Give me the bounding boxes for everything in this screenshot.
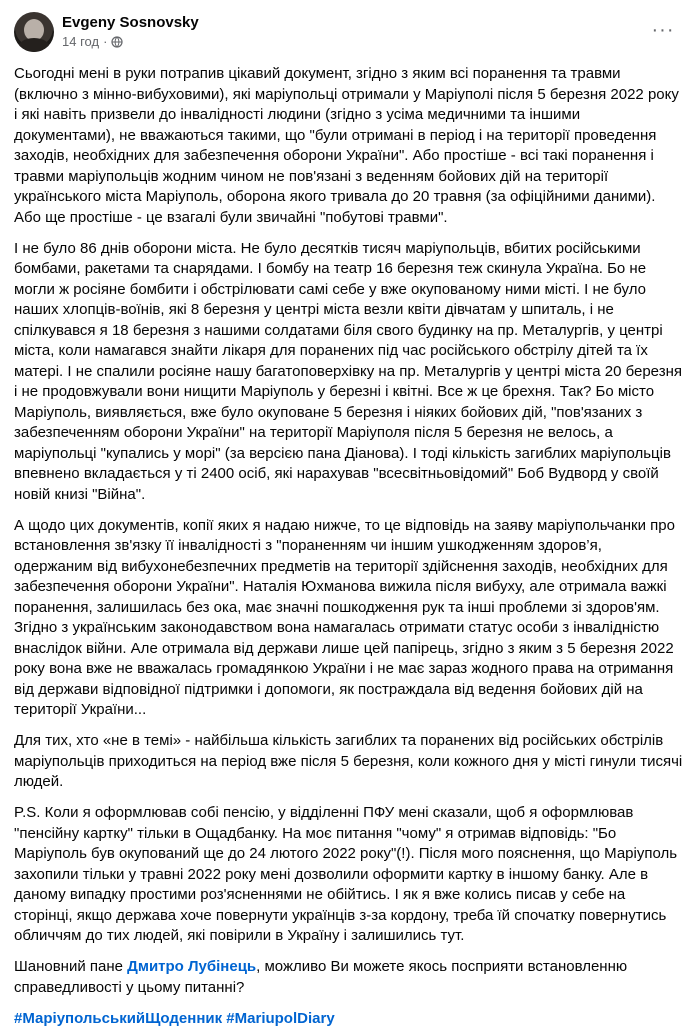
hashtag-link[interactable]: #MariupolDiary (226, 1010, 334, 1027)
hashtag-link[interactable]: #МаріупольськийЩоденник (14, 1010, 222, 1027)
avatar-body (18, 38, 50, 52)
post-paragraph-2: І не було 86 днів оборони міста. Не було десятків тисяч маріупольців, вбитих російськими бомбами, ракетами та снарядами. І бомбу на театр 16 березня теж скинула Україна. Бо не могли ж росіяне бомбити і обстрілювати самі себе у вже окупованому ними місті. І не було наших хлопців-воїнів, які 8 березня у центрі міста везли квіти дівчатам у шпиталь, і не спілкувався я 18 березня з нашими солдатами біля свого будинку на пр. Металургів, у центрі міста, коли намагався знайти лікаря для поранених під час російського обстрілу дітей та їх матері. І не спалили росіяне нашу багатоповерхівку на пр. Металургів у центрі міста 20 березня і не продовжували вони нищити Маріуполь у березні і квітні. Все ж це брехня. Так? Бо місто Маріуполь, виявляється, вже було окуповане 5 березня і ніяких бойових дій, "пов'язаних з забезпеченням оборони України" на території Маріуполя після 5 березня не велось, а маріупольці "купались у морі" (за версією пана Діанова). І тоді кількість загиблих маріупольців впевнено вкладається у ті 2400 осіб, які нарахував "всесвітньовідомий" Боб Вудворд у своїй новій книзі "Війна". (14, 239, 684, 506)
post-paragraph-4: Для тих, хто «не в темі» - найбільша кількість загиблих та поранених від російських обстрілів маріупольців приходиться на період вже після 5 березня, коли кожного дня у місті гинули тисячі людей. (14, 731, 684, 793)
post-paragraph-5: P.S. Коли я оформлював собі пенсію, у відділенні ПФУ мені сказали, щоб я оформлював "пенсійну картку" тільки в Ощадбанку. На моє питання "чому" я отримав відповідь: "Бо Маріуполь був окупований ще до 24 лютого 2022 року"(!). Після мого пояснення, що Маріуполь захопили тільки у травні 2022 року мені дозволили оформити картку в іншому банку. Але в даному випадку простими роз'ясненнями не обійтись. І як я вже колись писав у себе на сторінці, якщо держава хоче повернути українців з-за кордону, треба їй спочатку повернутись обличчям до тих людей, які повірили в Україну і залишились тут. (14, 803, 684, 947)
closing-prefix: Шановний пане (14, 958, 127, 975)
meta-separator: · (103, 33, 107, 51)
closing-suffix: , можливо Ви можете якось посприяти встановленню справедливості у цьому питанні? (14, 958, 627, 996)
post-content (14, 64, 684, 1029)
more-horizontal-icon[interactable]: ··· (648, 20, 678, 40)
post-paragraph-3: А щодо цих документів, копії яких я надаю нижче, то це відповідь на заяву маріупольчанки про встановлення зв'язку її інвалідності з "пораненням чи іншим ушкодженням здоров’я, одержаним від вибухонебезпечних предметів на території здійснення заходів, необхідних для забезпечення оборони України". Наталія Юхманова вижила після вибуху, але отримала важкі поранення, залишилась без ока, має значні пошкодження рук та інші проблеми зі здоров'ям. Згідно з українським законодавством вона намагалась отримати статус особи з інвалідністю внаслідок війни. Але отримала від держави лише цей папірець, згідно з яким з 5 березня 2022 року вона вже не вважалась громадянкою України і не має зараз жодного права на отримання від держави відповідної підтримки і допомоги, як постраждала від ведення бойових дій на території України... (14, 516, 684, 721)
post-closing-paragraph (14, 957, 684, 998)
author-name[interactable]: Evgeny Sosnovsky (62, 13, 199, 32)
globe-icon[interactable] (111, 36, 123, 48)
author-block (62, 13, 199, 51)
post-meta (62, 33, 199, 51)
post-header (14, 0, 684, 64)
author-avatar[interactable] (14, 12, 54, 52)
hashtags-line (14, 1009, 684, 1029)
mention-link[interactable]: Дмитро Лубінець (127, 958, 256, 975)
post-timestamp[interactable]: 14 год (62, 33, 99, 51)
post-paragraph-1: Сьогодні мені в руки потрапив цікавий документ, згідно з яким всі поранення та травми (включно з мінно-вибуховими), які маріупольці отримали у Маріуполі після 5 березня 2022 року і які навіть призвели до інвалідності людини (згідно з усіма медичними та іншими документами), не вважаються такими, що "були отримані в період і на території проведення заходів, необхідних для забезпечення оборони України". Або простіше - всі такі поранення і травми маріупольців жодним чином не пов'язані з веденням бойових дій на території українського міста Маріуполь, оборона якого тривала до 20 травня (за офіційними даними). Або ще простіше - це взагалі були звичайні "побутові травми". (14, 64, 684, 228)
